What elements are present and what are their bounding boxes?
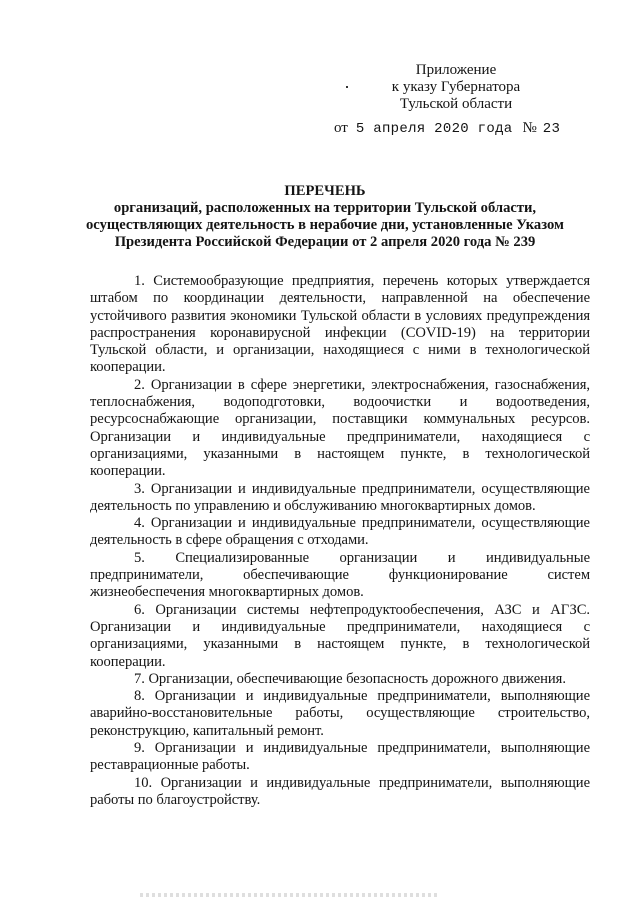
title-heading: ПЕРЕЧЕНЬ bbox=[284, 183, 366, 199]
list-item-2: 2. Организации в сфере энергетики, электроснабжения, газоснабжения, теплоснабжения, водоподготовки, водоочистки и водоотведения, ресурсоснабжающие организации, поставщики коммунальных ресурсов. Организации и индивидуальные предприниматели, находящиеся с организациями, указанными в настоящем пункте, в технологической кооперации. bbox=[90, 376, 590, 480]
list-item-1: 1. Системообразующие предприятия, перечень которых утверждается штабом по координации деятельности, направленной на обеспечение устойчивого развития экономики Тульской области в условиях предупреждения распространения коронавирусной инфекции (COVID-19) на территории Тульской области, и организации, находящиеся с ними в технологической кооперации. bbox=[90, 273, 590, 376]
appendix-line-2: к указу Губернатора bbox=[391, 79, 521, 95]
list-item-5: 5. Специализированные организации и индивидуальные предприниматели, обеспечивающие функционирование систем жизнеобеспечения многоквартирных домов. bbox=[90, 549, 590, 601]
scan-dot bbox=[346, 86, 348, 88]
decree-number: 23 bbox=[542, 121, 561, 137]
list-body bbox=[90, 273, 590, 809]
scan-artifact-line bbox=[140, 893, 440, 897]
decree-number-sign: № bbox=[522, 120, 537, 136]
title-line-2: осуществляющих деятельность в нерабочие дни, установленные Указом bbox=[86, 217, 564, 233]
appendix-line-3: Тульской области bbox=[399, 96, 513, 112]
decree-from-label: от bbox=[334, 120, 348, 136]
decree-date: 5 апреля 2020 года bbox=[355, 121, 513, 137]
decree-date-number bbox=[334, 120, 560, 138]
appendix-header bbox=[376, 62, 536, 113]
list-item-7: 7. Организации, обеспечивающие безопасность дорожного движения. bbox=[134, 670, 566, 687]
document-title bbox=[70, 183, 580, 251]
list-item-8: 8. Организации и индивидуальные предприниматели, выполняющие аварийно-восстановительные работы, осуществляющие строительство, реконструкцию, капитальный ремонт. bbox=[90, 688, 590, 739]
title-line-1: организаций, расположенных на территории Тульской области, bbox=[113, 200, 537, 216]
list-item-3: 3. Организации и индивидуальные предприниматели, осуществляющие деятельность по управлению и обслуживанию многоквартирных домов. bbox=[90, 480, 590, 514]
list-item-10: 10. Организации и индивидуальные предприниматели, выполняющие работы по благоустройству. bbox=[90, 774, 590, 808]
list-item-6: 6. Организации системы нефтепродуктообеспечения, АЗС и АГЗС. Организации и индивидуальные предприниматели, находящиеся с организациями, указанными в настоящем пункте, в технологической кооперации. bbox=[90, 601, 590, 670]
title-line-3: Президента Российской Федерации от 2 апреля 2020 года № 239 bbox=[114, 234, 536, 250]
list-item-9: 9. Организации и индивидуальные предприниматели, выполняющие реставрационные работы. bbox=[90, 740, 590, 774]
appendix-line-1: Приложение bbox=[415, 62, 497, 78]
list-item-4: 4. Организации и индивидуальные предприниматели, осуществляющие деятельность в сфере обращения с отходами. bbox=[90, 515, 590, 549]
